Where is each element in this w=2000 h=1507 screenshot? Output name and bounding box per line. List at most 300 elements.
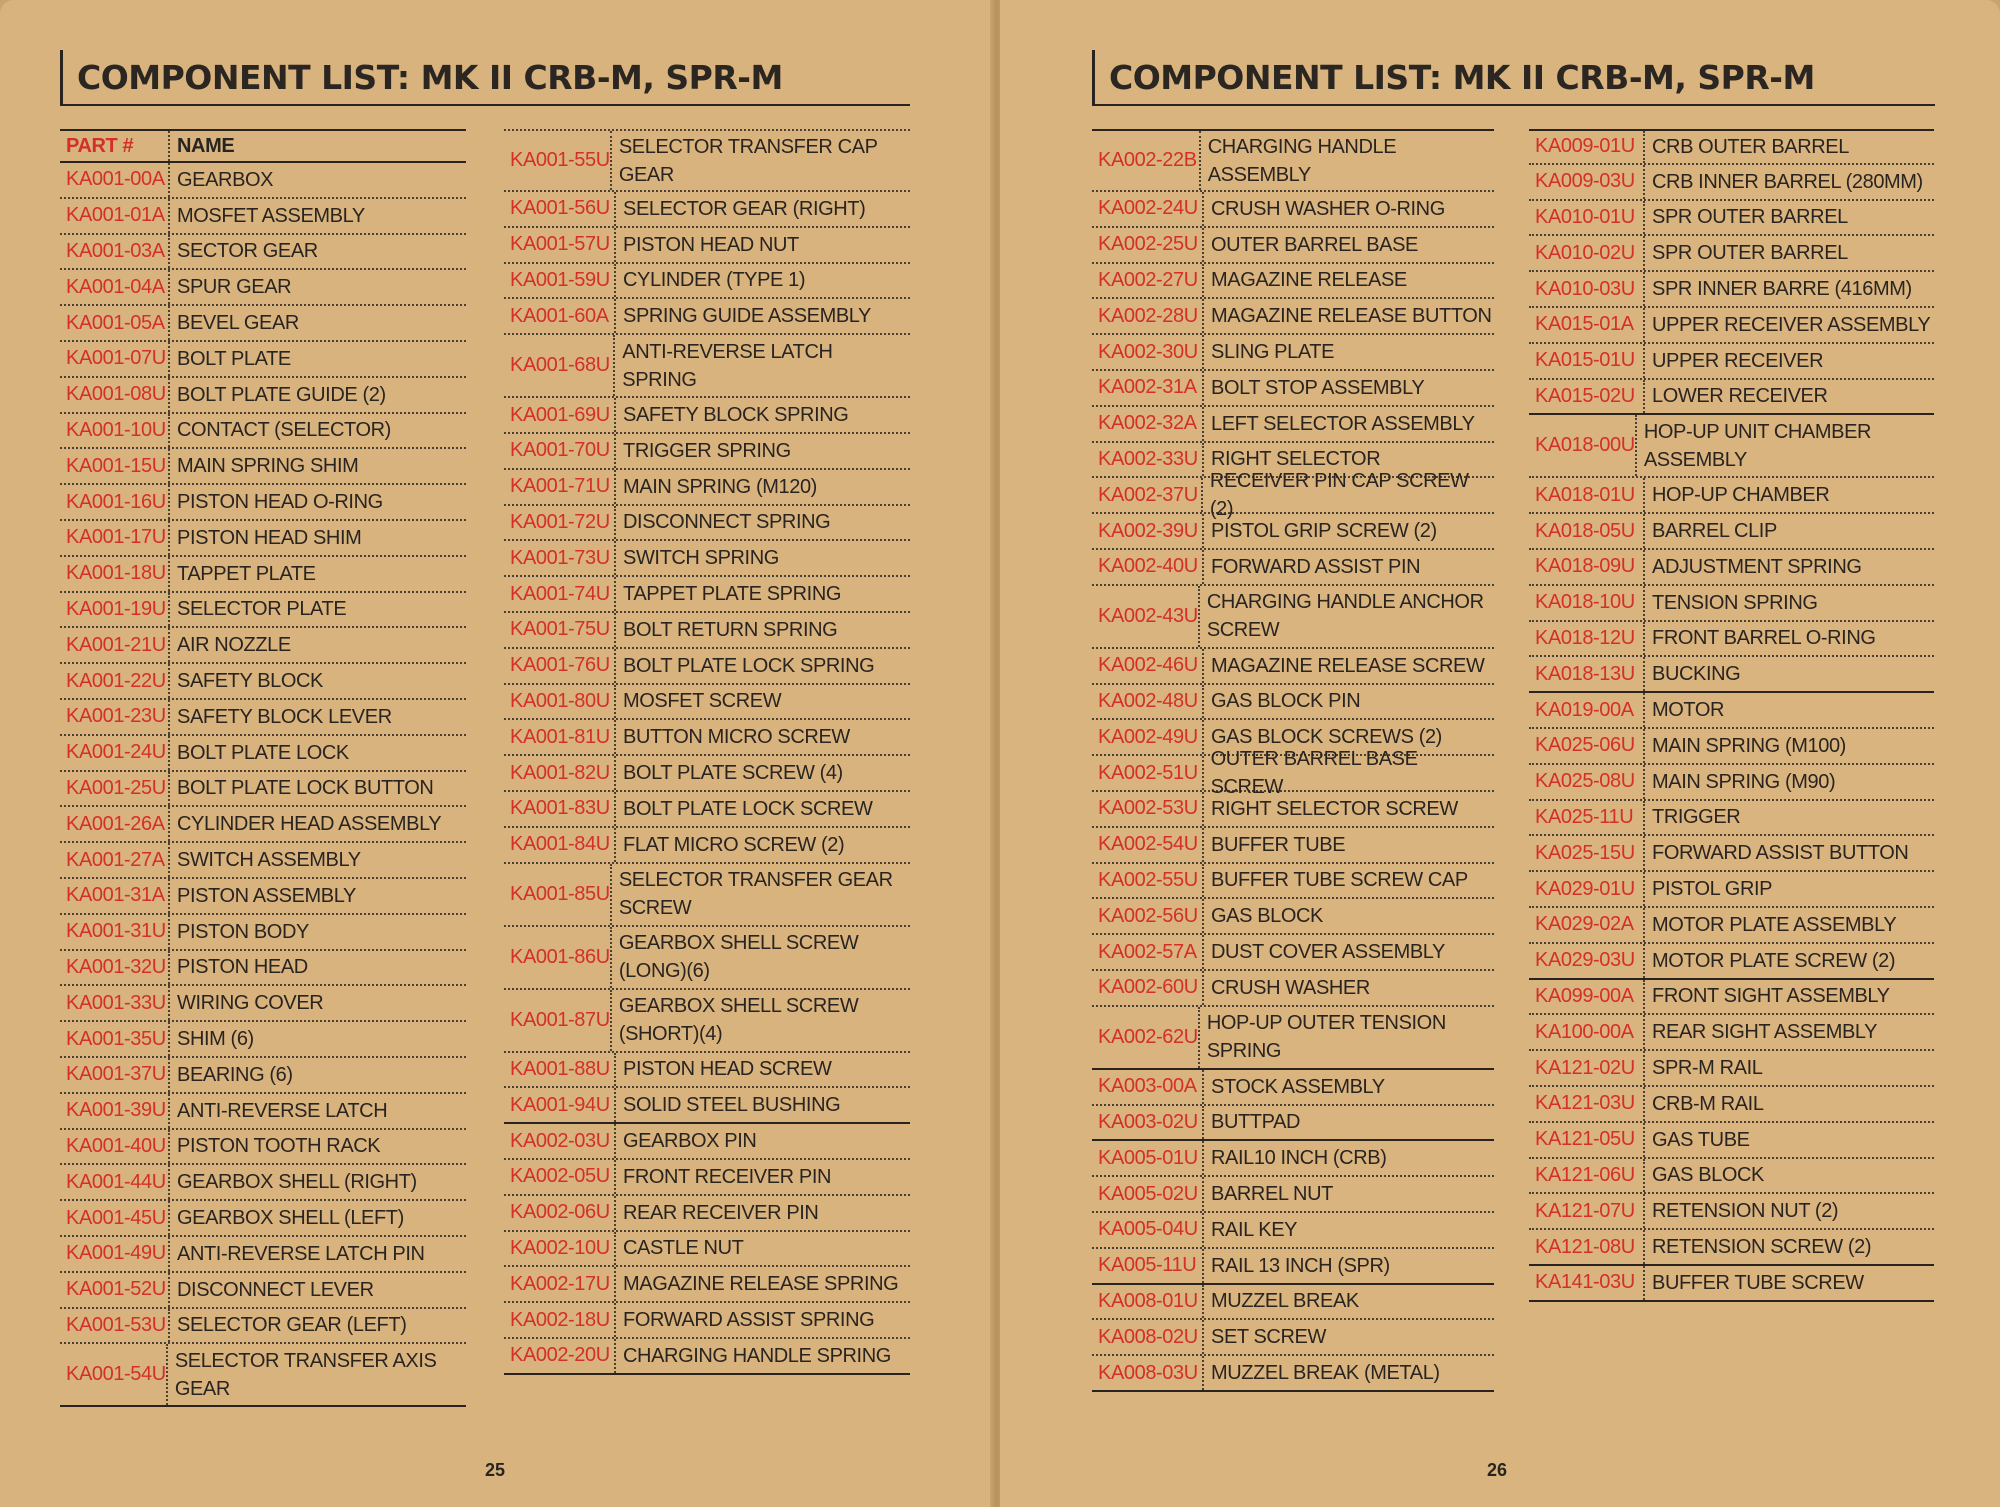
part-number: KA018-13U [1529,657,1645,691]
part-number: KA002-18U [504,1303,616,1337]
part-number: KA002-56U [1092,899,1204,933]
part-number: KA001-57U [504,228,616,262]
part-name: GAS BLOCK PIN [1211,690,1361,713]
part-name: OUTER BARREL BASE [1211,233,1418,256]
part-number: KA015-01A [1529,308,1645,342]
part-name: BOLT PLATE SCREW (4) [623,762,843,785]
table-row [504,828,910,864]
table-row [60,449,466,485]
part-number: KA002-55U [1092,864,1204,898]
table-row [1092,1213,1494,1249]
table-row [1092,299,1494,335]
part-number: KA141-03U [1529,1266,1645,1300]
part-number: KA001-73U [504,541,616,575]
part-name: BOLT PLATE LOCK BUTTON [177,777,434,800]
table-row [1092,1320,1494,1356]
part-number: KA002-40U [1092,550,1204,584]
table-row [1092,129,1494,192]
part-name: BEARING (6) [177,1063,293,1086]
part-number: KA002-17U [504,1267,616,1301]
part-name: CRB-M RAIL [1652,1092,1764,1115]
table-row [60,1058,466,1094]
table-row [60,1344,466,1407]
part-name: CHARGING HANDLE SPRING [623,1344,891,1367]
part-number: KA001-75U [504,613,616,647]
table-row [1529,980,1934,1016]
part-number: KA001-15U [60,449,170,483]
table-row [60,235,466,271]
part-name: CRB INNER BARREL (280MM) [1652,170,1923,193]
right-column-2 [1529,129,1934,1302]
table-row [504,192,910,228]
table-row [504,864,910,927]
table-row [1092,550,1494,586]
part-number: KA002-37U [1092,478,1203,512]
table-row [1092,1356,1494,1392]
table-row [60,163,466,199]
part-name: SPR OUTER BARREL [1652,242,1848,265]
part-number: KA002-57A [1092,935,1204,969]
part-name: PISTOL GRIP SCREW (2) [1211,520,1437,543]
part-name: BOLT RETURN SPRING [623,618,838,641]
part-name: GEARBOX [177,168,274,191]
part-number: KA001-17U [60,521,170,555]
part-number: KA001-76U [504,649,616,683]
part-name: SOLID STEEL BUSHING [623,1094,841,1117]
table-row [1529,129,1934,165]
part-number: KA001-27A [60,843,170,877]
part-name: BUFFER TUBE SCREW CAP [1211,869,1468,892]
part-name: TAPPET PLATE SPRING [623,583,842,606]
table-row [1529,1159,1934,1195]
table-row [1529,380,1934,416]
part-name: BUFFER TUBE SCREW [1652,1271,1864,1294]
table-row [1529,944,1934,980]
part-name: GEARBOX SHELL (RIGHT) [177,1171,417,1194]
part-name: BARREL NUT [1211,1183,1333,1206]
part-number: KA001-22U [60,664,170,698]
part-number: KA002-06U [504,1196,616,1230]
part-name: PISTON HEAD NUT [623,233,799,256]
part-name: AIR NOZZLE [177,634,291,657]
table-row [1529,236,1934,272]
part-name: TENSION SPRING [1652,591,1818,614]
part-name: GAS BLOCK [1211,905,1323,928]
table-row [1529,1015,1934,1051]
page-title: COMPONENT LIST: MK II CRB-M, SPR-M [1092,50,1935,106]
page-26 [1000,0,2000,1507]
part-number: KA001-32U [60,951,170,985]
part-name: SAFETY BLOCK SPRING [623,404,849,427]
part-name: RAIL10 INCH (CRB) [1211,1147,1387,1170]
part-number: KA002-10U [504,1232,616,1266]
table-row [1092,1141,1494,1177]
part-number: KA002-49U [1092,720,1204,754]
part-number: KA009-01U [1529,131,1645,163]
part-name: PISTON TOOTH RACK [177,1135,381,1158]
table-row [60,342,466,378]
part-name: CHARGING HANDLE ASSEMBLY [1207,135,1397,186]
part-name: PISTON ASSEMBLY [177,884,356,907]
table-row [1529,586,1934,622]
part-number: KA029-01U [1529,872,1645,906]
column-header [60,129,466,163]
table-row [60,628,466,664]
table-row [60,557,466,593]
part-name: SET SCREW [1211,1326,1326,1349]
part-name: MAGAZINE RELEASE BUTTON [1211,305,1492,328]
part-name: BOLT PLATE LOCK SCREW [623,797,873,820]
table-row [1529,765,1934,801]
part-number: KA019-00A [1529,693,1645,727]
table-row [504,264,910,300]
table-row [504,1053,910,1089]
part-name: MAGAZINE RELEASE SCREW [1211,654,1485,677]
part-number: KA010-03U [1529,272,1645,306]
part-number: KA005-01U [1092,1141,1204,1175]
part-name: BOLT STOP ASSEMBLY [1211,376,1425,399]
part-number: KA009-03U [1529,165,1645,199]
part-name: PISTON BODY [177,920,309,943]
table-row [1092,649,1494,685]
table-row [1092,470,1494,521]
table-row [1092,1106,1494,1142]
part-name: GEARBOX SHELL SCREW (SHORT)(4) [618,995,859,1046]
part-name: BUCKING [1652,663,1741,686]
part-number: KA003-00A [1092,1070,1204,1104]
part-name: BOLT PLATE LOCK [177,741,349,764]
table-row [60,485,466,521]
table-row [1529,478,1934,514]
table-row [1092,192,1494,228]
part-name: SWITCH SPRING [623,547,779,570]
part-number: KA001-33U [60,986,170,1020]
part-number: KA001-56U [504,192,616,226]
part-number: KA001-04A [60,270,170,304]
part-name: TAPPET PLATE [177,562,316,585]
part-name: BOLT PLATE [177,347,291,370]
part-name: MUZZEL BREAK [1211,1290,1359,1313]
table-row [60,807,466,843]
part-number: KA002-62U [1092,1007,1200,1068]
right-column-1 [1092,129,1494,1392]
table-row [1092,371,1494,407]
part-name: RAIL KEY [1211,1218,1298,1241]
part-number: KA002-22B [1092,131,1201,190]
part-number: KA001-39U [60,1094,170,1128]
table-row [504,756,910,792]
part-number: KA002-28U [1092,299,1204,333]
part-number: KA001-72U [504,506,616,540]
table-row [1529,308,1934,344]
part-name: CRB OUTER BARREL [1652,135,1849,158]
part-name: RETENSION SCREW (2) [1652,1236,1872,1258]
part-name: SAFETY BLOCK LEVER [177,705,392,728]
part-name: RIGHT SELECTOR SCREW [1211,797,1458,820]
part-name: CRUSH WASHER [1211,976,1370,999]
part-number: KA018-12U [1529,622,1645,656]
part-name: MAGAZINE RELEASE [1211,269,1407,292]
table-row [60,521,466,557]
table-row [504,541,910,577]
part-number: KA001-37U [60,1058,170,1092]
part-name: SWITCH ASSEMBLY [177,849,361,872]
table-row [504,1088,910,1124]
part-number: KA025-11U [1529,801,1645,835]
part-number: KA001-94U [504,1088,616,1122]
table-row [1092,1177,1494,1213]
table-row [60,736,466,772]
part-name: MOSFET SCREW [623,690,782,713]
part-name: STOCK ASSEMBLY [1211,1075,1385,1098]
table-row [1529,1123,1934,1159]
part-name: HOP-UP OUTER TENSION SPRING [1206,1012,1446,1063]
part-name: RIGHT SELECTOR [1211,448,1381,471]
part-number: KA002-54U [1092,828,1204,862]
table-row [60,1201,466,1237]
table-row [60,664,466,700]
part-name: MAGAZINE RELEASE SPRING [623,1273,899,1296]
part-number: KA002-43U [1092,586,1200,647]
part-number: KA002-39U [1092,514,1204,548]
part-name: MAIN SPRING (M120) [623,475,817,498]
table-row [1529,1087,1934,1123]
part-name: HOP-UP CHAMBER [1652,484,1830,507]
part-number: KA001-03A [60,235,170,269]
part-number: KA001-10U [60,414,170,448]
part-name: PISTON HEAD [177,956,308,979]
table-row [504,1232,910,1268]
table-row [1529,1051,1934,1087]
table-row [504,335,910,398]
part-name: SELECTOR TRANSFER CAP GEAR [618,135,878,186]
table-row [504,990,910,1053]
part-name: CHARGING HANDLE ANCHOR SCREW [1206,591,1484,642]
part-number: KA018-05U [1529,514,1645,548]
part-name: SLING PLATE [1211,341,1335,364]
part-number: KA005-04U [1092,1213,1204,1247]
part-number: KA121-08U [1529,1230,1645,1264]
part-number: KA008-02U [1092,1320,1204,1354]
part-number: KA001-88U [504,1053,616,1087]
part-name: MOTOR [1652,699,1725,722]
header-part-number: PART # [60,131,170,161]
part-name: UPPER RECEIVER [1652,349,1824,372]
table-row [504,720,910,756]
part-name: SPR-M RAIL [1652,1057,1763,1080]
part-name: SECTOR GEAR [177,240,318,263]
part-number: KA025-15U [1529,836,1645,870]
part-number: KA003-02U [1092,1106,1204,1140]
part-number: KA121-02U [1529,1051,1645,1085]
part-name: UPPER RECEIVER ASSEMBLY [1652,313,1931,336]
page-number: 26 [1487,1460,1508,1480]
left-column-2 [504,129,910,1375]
part-name: FORWARD ASSIST BUTTON [1652,842,1909,865]
part-name: SELECTOR GEAR (LEFT) [177,1314,407,1337]
table-row [504,1124,910,1160]
part-name: SELECTOR TRANSFER GEAR SCREW [618,869,893,920]
table-row [1529,165,1934,201]
table-row [504,1160,910,1196]
part-number: KA008-03U [1092,1356,1204,1390]
part-number: KA100-00A [1529,1015,1645,1049]
table-row [504,792,910,828]
part-name: SPUR GEAR [177,276,292,299]
part-name: TRIGGER [1652,806,1741,829]
part-name: CONTACT (SELECTOR) [177,419,391,442]
part-number: KA001-70U [504,434,616,468]
part-number: KA001-74U [504,577,616,611]
part-number: KA001-16U [60,485,170,519]
part-name: BOLT PLATE GUIDE (2) [177,383,386,406]
table-row [1529,514,1934,550]
table-row [504,398,910,434]
part-name: GEARBOX PIN [623,1130,757,1153]
table-row [1092,586,1494,649]
part-number: KA018-00U [1529,415,1637,476]
part-number: KA001-87U [504,990,612,1051]
table-row [1529,729,1934,765]
part-number: KA001-81U [504,720,616,754]
part-number: KA001-59U [504,264,616,298]
part-name: PISTON HEAD SHIM [177,526,362,549]
part-name: PISTOL GRIP [1652,878,1773,901]
part-number: KA029-02A [1529,908,1645,942]
part-number: KA002-48U [1092,685,1204,719]
table-row [60,951,466,987]
table-row [60,1165,466,1201]
part-number: KA001-83U [504,792,616,826]
table-row [60,843,466,879]
part-number: KA001-31U [60,915,170,949]
table-row [1092,407,1494,443]
part-number: KA001-80U [504,685,616,719]
table-row [504,228,910,264]
table-row [60,414,466,450]
part-number: KA002-24U [1092,192,1204,226]
part-number: KA002-25U [1092,228,1204,262]
part-number: KA121-06U [1529,1159,1645,1193]
part-name: MUZZEL BREAK (METAL) [1211,1362,1440,1384]
part-number: KA015-01U [1529,344,1645,378]
table-row [1092,971,1494,1007]
table-row [504,1339,910,1375]
part-number: KA001-82U [504,756,616,790]
part-number: KA010-02U [1529,236,1645,270]
part-name: WIRING COVER [177,992,324,1015]
part-name: HOP-UP UNIT CHAMBER ASSEMBLY [1643,420,1872,471]
part-name: ANTI-REVERSE LATCH SPRING [622,340,833,391]
table-row [60,1273,466,1309]
table-row [1529,1194,1934,1230]
part-name: GAS TUBE [1652,1128,1750,1151]
part-name: FRONT BARREL O-RING [1652,627,1876,650]
table-row [60,700,466,736]
part-number: KA005-02U [1092,1177,1204,1211]
part-number: KA001-18U [60,557,170,591]
table-row [504,1196,910,1232]
part-number: KA001-40U [60,1130,170,1164]
part-number: KA002-27U [1092,264,1204,298]
part-number: KA002-51U [1092,756,1204,790]
part-number: KA008-01U [1092,1285,1204,1319]
part-number: KA010-01U [1529,201,1645,235]
table-row [1529,872,1934,908]
part-name: ANTI-REVERSE LATCH [177,1099,388,1122]
part-number: KA121-07U [1529,1194,1645,1228]
part-number: KA001-07U [60,342,170,376]
part-name: BARREL CLIP [1652,520,1777,543]
part-number: KA099-00A [1529,980,1645,1014]
part-number: KA002-33U [1092,443,1204,477]
part-name: GEARBOX SHELL SCREW (LONG)(6) [618,932,859,983]
part-number: KA015-02U [1529,380,1645,414]
table-row [1529,1230,1934,1266]
table-row [504,434,910,470]
left-column-1 [60,129,466,1407]
part-name: CYLINDER (TYPE 1) [623,269,806,292]
part-name: CYLINDER HEAD ASSEMBLY [177,813,442,836]
part-name: GAS BLOCK SCREWS (2) [1211,726,1442,749]
part-name: SAFETY BLOCK [177,670,323,693]
part-name: MAIN SPRING (M90) [1652,770,1836,793]
part-number: KA001-26A [60,807,170,841]
part-number: KA121-05U [1529,1123,1645,1157]
part-number: KA005-11U [1092,1249,1204,1283]
table-row [1092,864,1494,900]
part-name: SHIM (6) [177,1028,254,1051]
table-row [1092,264,1494,300]
table-row [1092,792,1494,828]
part-number: KA018-09U [1529,550,1645,584]
table-row [1529,622,1934,658]
part-name: LOWER RECEIVER [1652,385,1828,408]
part-number: KA002-46U [1092,649,1204,683]
table-row [504,685,910,721]
table-row [1529,1266,1934,1302]
part-number: KA001-45U [60,1201,170,1235]
part-number: KA002-31A [1092,371,1204,405]
part-number: KA001-53U [60,1309,170,1343]
part-name: RECEIVER PIN CAP SCREW (2) [1209,470,1469,521]
part-number: KA002-60U [1092,971,1204,1005]
part-number: KA002-05U [504,1160,616,1194]
table-row [504,129,910,192]
table-row [60,199,466,235]
table-row [1092,1285,1494,1321]
part-name: SELECTOR GEAR (RIGHT) [623,197,866,220]
part-number: KA001-25U [60,772,170,806]
part-name: SPR INNER BARRE (416MM) [1652,278,1912,301]
part-number: KA001-52U [60,1273,170,1307]
part-number: KA029-03U [1529,944,1645,978]
part-name: DISCONNECT SPRING [623,511,831,534]
table-row [504,470,910,506]
part-number: KA001-31A [60,879,170,913]
part-name: BOLT PLATE LOCK SPRING [623,654,875,677]
table-row [60,772,466,808]
table-row [60,879,466,915]
part-name: BEVEL GEAR [177,312,299,335]
part-number: KA001-55U [504,131,612,190]
part-name: SELECTOR TRANSFER AXIS GEAR [174,1349,437,1400]
table-row [504,1303,910,1339]
table-row [1092,935,1494,971]
table-row [1529,272,1934,308]
part-name: BUTTON MICRO SCREW [623,726,850,749]
table-row [60,1237,466,1273]
